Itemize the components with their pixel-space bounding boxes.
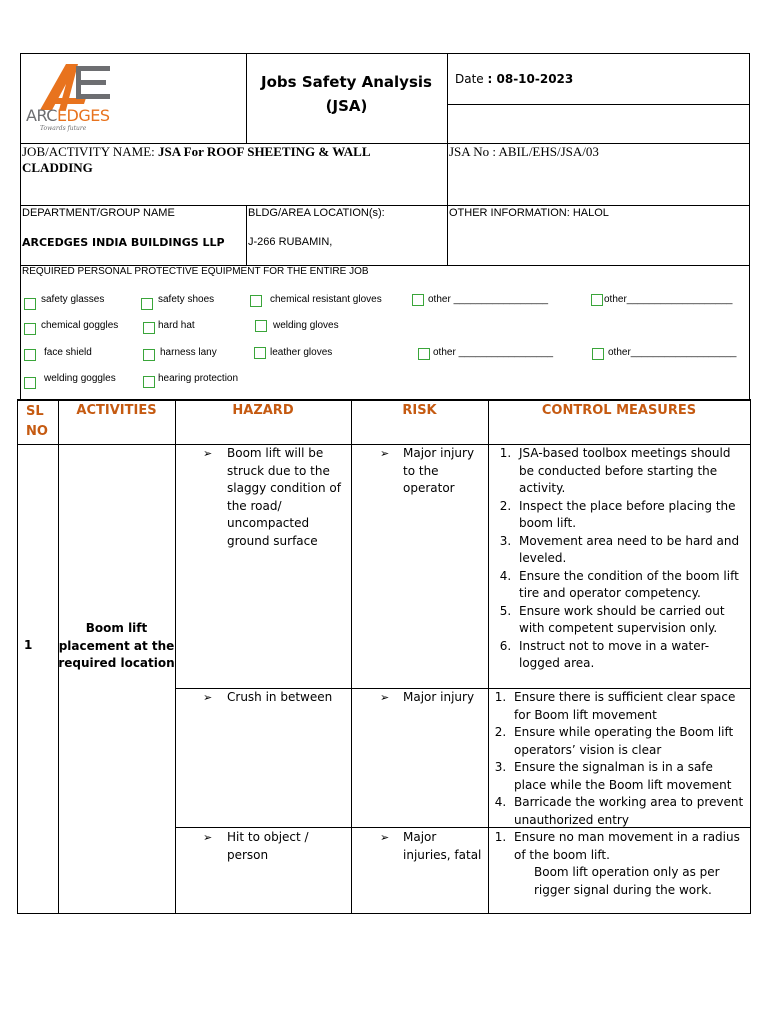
other-information: OTHER INFORMATION: HALOL	[449, 207, 609, 219]
checkbox-chemical-goggles[interactable]	[24, 323, 36, 335]
ppe-face-shield: face shield	[44, 347, 92, 358]
header-hazard: HAZARD	[232, 403, 294, 418]
bldg-location-value: J-266 RUBAMIN,	[248, 236, 333, 248]
header-no: NO	[26, 424, 48, 439]
risk-1-line: operator	[403, 481, 455, 495]
checkbox-welding-goggles[interactable]	[24, 377, 36, 389]
logo-tagline: Towards future	[40, 125, 87, 132]
hazard-1	[227, 445, 349, 550]
bullet-arrow-icon: ➢	[380, 831, 390, 844]
hazard-1-line: uncompacted	[227, 516, 310, 530]
checkbox-leather-gloves[interactable]	[254, 347, 266, 359]
bldg-location-label: BLDG/AREA LOCATION(s):	[248, 207, 385, 219]
control-item: 2. Ensure while operating the Boom lift operators’ vision is clear	[510, 724, 745, 759]
control-item: 1. Ensure no man movement in a radius of the boom lift.	[510, 829, 745, 864]
document-title	[246, 70, 447, 118]
bullet-arrow-icon: ➢	[203, 831, 213, 844]
control-item: 6. Instruct not to move in a water-logged area.	[515, 638, 745, 673]
date-label: Date	[455, 72, 484, 86]
activity-line-2: placement at the	[58, 638, 175, 653]
hazard-1-line: Boom lift will be	[227, 446, 324, 460]
ppe-welding-gloves: welding gloves	[273, 320, 339, 331]
hazard-1-line: the road/	[227, 498, 282, 513]
bullet-arrow-icon: ➢	[203, 447, 213, 460]
hazard-1-line: ground surface	[227, 533, 318, 548]
checkbox-other-1[interactable]	[412, 294, 424, 306]
ppe-hearing-protection: hearing protection	[158, 373, 239, 384]
activity-line-3: required location	[58, 656, 175, 670]
control-item: 3. Movement area need to be hard and leveled.	[515, 533, 745, 568]
checkbox-hard-hat[interactable]	[143, 322, 155, 334]
header-sl: SL	[26, 404, 44, 419]
risk-2	[403, 689, 487, 707]
header-risk: RISK	[402, 403, 437, 418]
checkbox-harness-lany[interactable]	[143, 349, 155, 361]
title-line-2: (JSA)	[325, 97, 368, 115]
checkbox-other-3[interactable]	[418, 348, 430, 360]
risk-3-line: injuries, fatal	[403, 847, 482, 862]
hazard-2	[227, 689, 349, 707]
ppe-welding-goggles: welding goggles	[44, 373, 116, 384]
ppe-chemical-goggles: chemical goggles	[41, 320, 119, 331]
control-item: 1. Ensure there is sufficient clear space for Boom lift movement	[510, 689, 745, 724]
activity-cell	[58, 620, 175, 673]
title-line-1: Jobs Safety Analysis	[261, 73, 432, 91]
checkbox-safety-glasses[interactable]	[24, 298, 36, 310]
ppe-harness-lany: harness lany	[160, 347, 217, 358]
control-item: 1. JSA-based toolbox meetings should be conducted before starting the activity.	[515, 445, 745, 498]
bullet-arrow-icon: ➢	[380, 691, 390, 704]
risk-1-line: Major injury	[403, 446, 475, 460]
row-sl-number: 1	[24, 638, 33, 652]
control-measures-3	[490, 829, 745, 899]
ppe-safety-shoes: safety shoes	[158, 294, 215, 305]
header-activities: ACTIVITIES	[76, 403, 157, 418]
control-item: 3. Ensure the signalman is in a safe place while the Boom lift movement	[510, 759, 745, 794]
hazard-1-line: slaggy condition of	[227, 481, 341, 495]
ppe-other-1: other _________________	[428, 294, 549, 305]
risk-2-line: Major injury	[403, 690, 475, 704]
hazard-2-line: Crush in between	[227, 690, 333, 704]
ppe-other-4: other___________________	[608, 347, 737, 358]
hazard-3-line: Hit to object /	[227, 830, 309, 844]
checkbox-welding-gloves[interactable]	[255, 320, 267, 332]
job-name-label: JOB/ACTIVITY NAME:	[22, 144, 155, 159]
risk-3-line: Major	[403, 830, 437, 844]
ppe-other-3: other _________________	[433, 347, 554, 358]
department-value: ARCEDGES INDIA BUILDINGS LLP	[22, 236, 225, 249]
control-item: 4. Ensure the condition of the boom lift tire and operator competency.	[515, 568, 745, 603]
risk-3	[403, 829, 487, 864]
hazard-3-line: person	[227, 847, 269, 862]
ppe-heading: REQUIRED PERSONAL PROTECTIVE EQUIPMENT FOR THE ENTIRE JOB	[22, 266, 369, 277]
ppe-other-2: other___________________	[604, 294, 733, 305]
bullet-arrow-icon: ➢	[380, 447, 390, 460]
control-measures-2	[490, 689, 745, 829]
logo-text-edges: EDGES	[56, 106, 110, 125]
activity-line-1: Boom lift	[85, 621, 148, 635]
ppe-leather-gloves: leather gloves	[270, 347, 333, 358]
header-control-measures: CONTROL MEASURES	[541, 403, 697, 418]
control-item: 4. Barricade the working area to prevent unauthorized entry	[510, 794, 745, 829]
date-value: : 08-10-2023	[487, 72, 574, 86]
logo-text-arc: ARC	[26, 106, 57, 125]
control-item: 2. Inspect the place before placing the boom lift.	[515, 498, 745, 533]
ppe-safety-glasses: safety glasses	[41, 294, 105, 305]
ppe-hard-hat: hard hat	[158, 320, 195, 331]
checkbox-hearing-protection[interactable]	[143, 376, 155, 388]
hazard-1-line: struck due to the	[227, 463, 330, 478]
checkbox-other-4[interactable]	[592, 348, 604, 360]
checkbox-safety-shoes[interactable]	[141, 298, 153, 310]
risk-1	[403, 445, 487, 498]
job-name-value-line2: CLADDING	[22, 160, 93, 175]
job-name-value: JSA For ROOF SHEETING & WALL	[158, 144, 371, 159]
hazard-3	[227, 829, 349, 864]
control-item: 5. Ensure work should be carried out with competent supervision only.	[515, 603, 745, 638]
checkbox-other-2[interactable]	[591, 294, 603, 306]
control-measures-1	[495, 445, 745, 673]
department-label: DEPARTMENT/GROUP NAME	[22, 207, 175, 219]
bullet-arrow-icon: ➢	[203, 691, 213, 704]
risk-1-line: to the	[403, 463, 439, 478]
ppe-chemical-resistant-gloves: chemical resistant gloves	[270, 294, 382, 305]
control-item-continuation: Boom lift operation only as per rigger signal during the work.	[534, 865, 720, 897]
checkbox-chemical-resistant-gloves[interactable]	[250, 295, 262, 307]
checkbox-face-shield[interactable]	[24, 349, 36, 361]
company-logo	[26, 60, 146, 136]
jsa-number: JSA No : ABIL/EHS/JSA/03	[449, 144, 599, 159]
